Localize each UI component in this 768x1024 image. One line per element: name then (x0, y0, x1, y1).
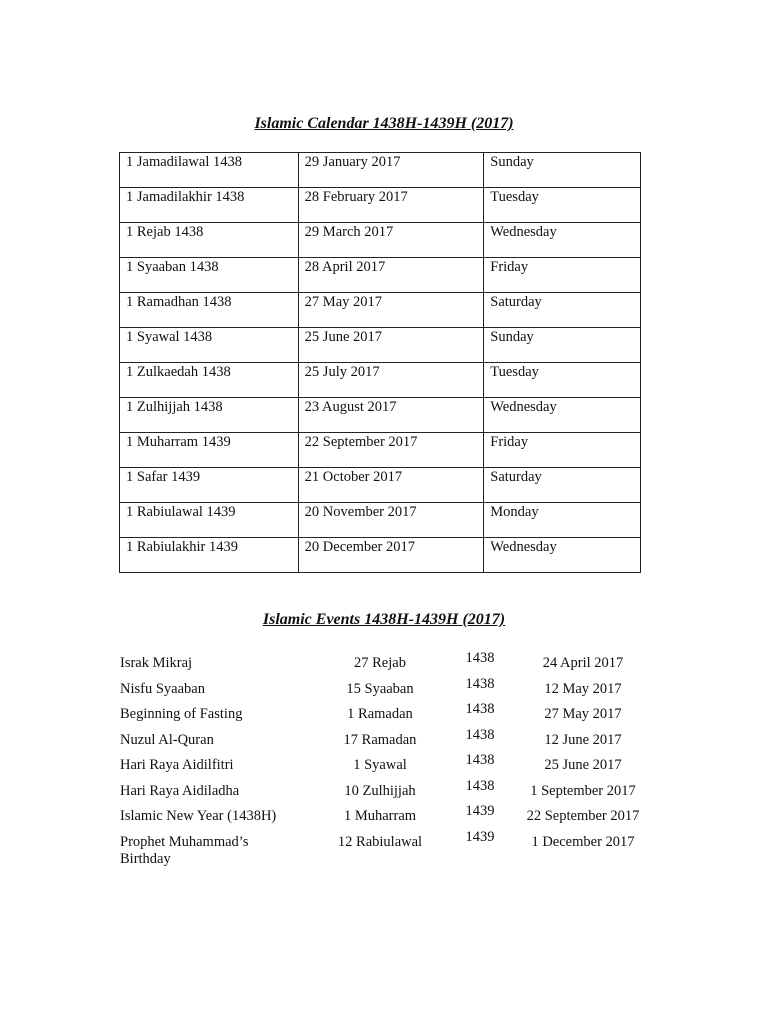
gregorian-date-cell: 25 June 2017 (298, 328, 484, 363)
event-hijri-date: 15 Syaaban (346, 680, 414, 697)
hijri-date-cell: 1 Rabiulawal 1439 (120, 503, 299, 538)
event-name: Nisfu Syaaban (120, 680, 205, 697)
event-hijri-date: 17 Ramadan (343, 731, 417, 748)
event-hijri-date: 10 Zulhijjah (344, 782, 416, 799)
gregorian-date-cell: 22 September 2017 (298, 433, 484, 468)
weekday-cell: Saturday (484, 468, 641, 503)
hijri-date-cell: 1 Zulkaedah 1438 (120, 363, 299, 398)
hijri-date-cell: 1 Jamadilawal 1438 (120, 153, 299, 188)
table-row (120, 258, 641, 293)
event-gregorian-date: 1 December 2017 (531, 833, 635, 850)
table-row (120, 503, 641, 538)
table-row (120, 223, 641, 258)
list-item (0, 650, 768, 676)
list-item (0, 752, 768, 778)
hijri-date-cell: 1 Syawal 1438 (120, 328, 299, 363)
event-name: Israk Mikraj (120, 655, 193, 671)
event-hijri-year: 1438 (465, 752, 495, 768)
event-hijri-date: 1 Muharram (343, 808, 417, 824)
hijri-date-cell: 1 Syaaban 1438 (120, 258, 299, 293)
weekday-cell: Friday (484, 433, 641, 468)
event-hijri-year: 1438 (465, 726, 495, 743)
event-name: Islamic New Year (1438H) (120, 808, 277, 824)
hijri-date-cell: 1 Muharram 1439 (120, 433, 299, 468)
events-title: Islamic Events 1438H-1439H (2017) (262, 611, 506, 628)
table-row (120, 433, 641, 468)
hijri-date-cell: 1 Safar 1439 (120, 468, 299, 503)
event-name: Beginning of Fasting (120, 706, 243, 722)
gregorian-date-cell: 25 July 2017 (298, 363, 484, 398)
table-row (120, 398, 641, 433)
table-row (120, 153, 641, 188)
hijri-date-cell: 1 Jamadilakhir 1438 (120, 188, 299, 223)
hijri-date-cell: 1 Ramadhan 1438 (120, 293, 299, 328)
table-row (120, 328, 641, 363)
event-gregorian-date: 27 May 2017 (544, 706, 622, 722)
table-row (120, 293, 641, 328)
list-item (0, 829, 768, 873)
event-gregorian-date: 25 June 2017 (544, 757, 622, 773)
weekday-cell: Sunday (484, 153, 641, 188)
weekday-cell: Wednesday (484, 223, 641, 258)
hijri-date-cell: 1 Rejab 1438 (120, 223, 299, 258)
event-name: Hari Raya Aidiladha (120, 782, 240, 799)
event-hijri-year: 1438 (465, 777, 495, 794)
calendar-title: Islamic Calendar 1438H-1439H (2017) (254, 115, 514, 132)
gregorian-date-cell: 28 April 2017 (298, 258, 484, 293)
events-list (0, 650, 768, 873)
table-row (120, 538, 641, 573)
event-hijri-date: 1 Syawal (353, 757, 407, 773)
weekday-cell: Saturday (484, 293, 641, 328)
event-gregorian-date: 12 May 2017 (544, 680, 622, 697)
gregorian-date-cell: 23 August 2017 (298, 398, 484, 433)
list-item (0, 803, 768, 829)
weekday-cell: Tuesday (484, 363, 641, 398)
event-hijri-date: 1 Ramadan (347, 706, 413, 722)
gregorian-date-cell: 20 December 2017 (298, 538, 484, 573)
gregorian-date-cell: 29 January 2017 (298, 153, 484, 188)
weekday-cell: Friday (484, 258, 641, 293)
gregorian-date-cell: 29 March 2017 (298, 223, 484, 258)
event-gregorian-date: 1 September 2017 (530, 782, 636, 799)
event-hijri-date: 27 Rejab (354, 655, 406, 671)
list-item (0, 676, 768, 702)
event-gregorian-date: 22 September 2017 (526, 808, 640, 824)
hijri-date-cell: 1 Rabiulakhir 1439 (120, 538, 299, 573)
event-hijri-year: 1438 (465, 650, 495, 666)
weekday-cell: Tuesday (484, 188, 641, 223)
gregorian-date-cell: 20 November 2017 (298, 503, 484, 538)
event-name: Nuzul Al-Quran (120, 731, 214, 748)
list-item (0, 701, 768, 727)
event-hijri-year: 1439 (465, 803, 495, 819)
calendar-table (119, 152, 641, 573)
list-item (0, 778, 768, 804)
event-gregorian-date: 12 June 2017 (544, 731, 622, 748)
weekday-cell: Sunday (484, 328, 641, 363)
weekday-cell: Wednesday (484, 398, 641, 433)
event-gregorian-date: 24 April 2017 (542, 655, 624, 671)
table-row (120, 468, 641, 503)
gregorian-date-cell: 21 October 2017 (298, 468, 484, 503)
list-item (0, 727, 768, 753)
event-name: Hari Raya Aidilfitri (120, 757, 234, 773)
hijri-date-cell: 1 Zulhijjah 1438 (120, 398, 299, 433)
event-hijri-year: 1438 (465, 675, 495, 692)
event-hijri-date: 12 Rabiulawal (337, 833, 423, 850)
table-row (120, 188, 641, 223)
event-hijri-year: 1438 (465, 701, 495, 717)
event-name: Prophet Muhammad’s Birthday (120, 833, 249, 867)
event-hijri-year: 1439 (465, 828, 495, 845)
gregorian-date-cell: 28 February 2017 (298, 188, 484, 223)
gregorian-date-cell: 27 May 2017 (298, 293, 484, 328)
weekday-cell: Wednesday (484, 538, 641, 573)
weekday-cell: Monday (484, 503, 641, 538)
table-row (120, 363, 641, 398)
